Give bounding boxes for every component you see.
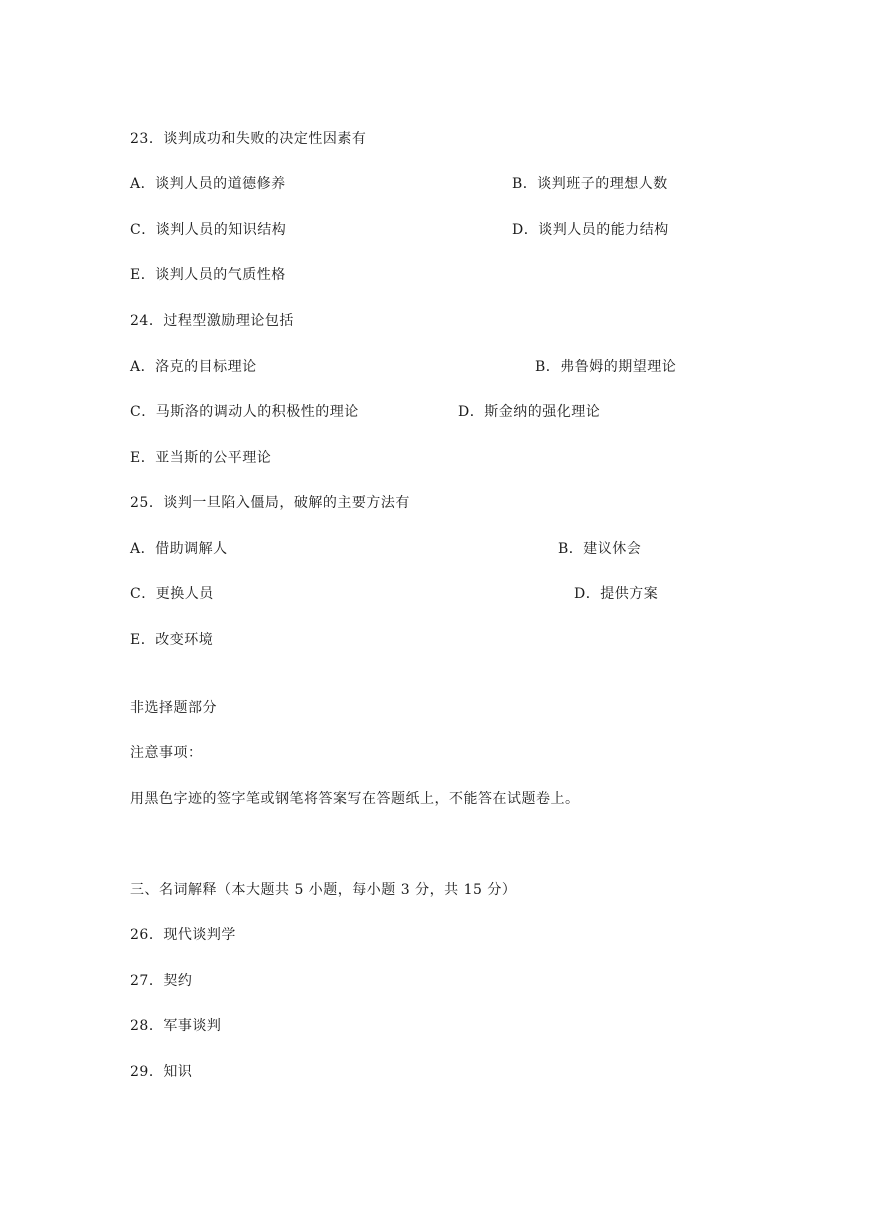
q23-option-d: D．谈判人员的能力结构	[512, 222, 669, 238]
q24-option-c: C．马斯洛的调动人的积极性的理论	[130, 404, 359, 420]
q24-stem: 24．过程型激励理论包括	[130, 313, 294, 329]
term-item: 26．现代谈判学	[130, 927, 236, 943]
q25-option-e: E．改变环境	[130, 632, 214, 648]
q24-option-a: A．洛克的目标理论	[130, 359, 257, 375]
term-item: 27．契约	[130, 973, 193, 989]
q23-stem: 23．谈判成功和失败的决定性因素有	[130, 131, 367, 147]
q23-option-e: E．谈判人员的气质性格	[130, 267, 286, 283]
q25-option-a: A．借助调解人	[130, 541, 228, 557]
q24-option-d: D．斯金纳的强化理论	[458, 404, 601, 420]
notice-text: 用黑色字迹的签字笔或钢笔将答案写在答题纸上，不能答在试题卷上。	[130, 791, 580, 807]
term-item: 29．知识	[130, 1064, 193, 1080]
term-item: 28．军事谈判	[130, 1018, 222, 1034]
q23-option-a: A．谈判人员的道德修养	[130, 176, 286, 192]
q25-stem: 25．谈判一旦陷入僵局，破解的主要方法有	[130, 495, 410, 511]
q25-option-c: C．更换人员	[130, 586, 214, 602]
q23-option-b: B．谈判班子的理想人数	[512, 176, 668, 192]
q24-option-e: E．亚当斯的公平理论	[130, 450, 272, 466]
q23-option-c: C．谈判人员的知识结构	[130, 222, 287, 238]
part2-title: 非选择题部分	[130, 700, 217, 716]
q25-option-b: B．建议休会	[558, 541, 642, 557]
q24-option-b: B．弗鲁姆的期望理论	[535, 359, 677, 375]
q25-option-d: D．提供方案	[574, 586, 659, 602]
notice-label: 注意事项：	[130, 745, 203, 761]
section3-title: 三、名词解释（本大题共 5 小题，每小题 3 分，共 15 分）	[130, 882, 517, 898]
